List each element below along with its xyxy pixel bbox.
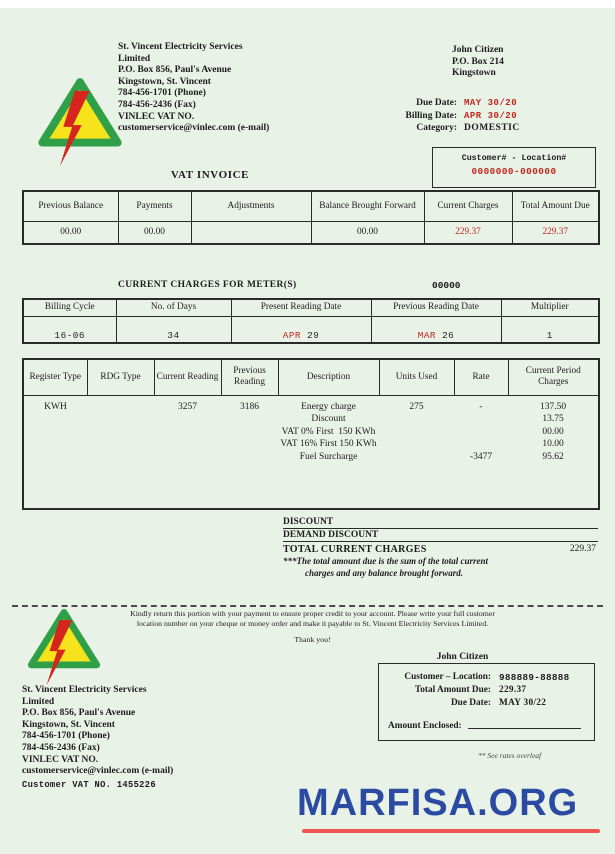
col-header-current-charges: Current Charges: [424, 191, 512, 221]
stub-total-due-row: [388, 684, 585, 697]
category-value: DOMESTIC: [464, 123, 520, 134]
amount-enclosed-row: [388, 721, 585, 731]
payee-name: John Citizen: [436, 652, 489, 662]
billing-cycle-value: 16-06: [23, 316, 116, 343]
current-reading-value: 3257: [154, 395, 221, 509]
company-address: [118, 42, 269, 135]
rate-cell: [454, 395, 508, 509]
due-date-label: Due Date:: [416, 98, 457, 108]
company-vat-no: VINLEC VAT NO.: [118, 111, 195, 122]
meter-section-title: CURRENT CHARGES FOR METER(S): [118, 280, 297, 290]
col-header-previous-reading: Previous Reading: [221, 359, 278, 395]
rate-line: [456, 414, 506, 427]
rate-line: -3477: [469, 451, 493, 462]
col-header-no-of-days: No. of Days: [116, 299, 231, 316]
company-line: P.O. Box 856, Paul's Avenue: [22, 708, 136, 719]
company-line: Kingstown, St. Vincent: [118, 76, 211, 87]
instruction-line: Kindly return this portion with your payment to ensure proper credit to your account. Please write your full customer: [130, 609, 495, 618]
recipient-line: Kingstown: [452, 68, 496, 79]
meter-reading-table: [22, 298, 600, 344]
stub-due-date-label: Due Date:: [450, 698, 491, 708]
company-phone: 784-456-1701 (Phone): [118, 88, 206, 99]
col-header-balance-brought-forward: Balance Brought Forward: [311, 191, 424, 221]
col-header-description: Description: [278, 359, 379, 395]
company-email: customerservice@vinlec.com (e-mail): [22, 766, 174, 777]
total-note-line1: ***The total amount due is the sum of the total current: [283, 556, 489, 566]
no-of-days-value: 34: [116, 316, 231, 343]
rate-line: -: [479, 401, 483, 412]
payments-value: 00.00: [118, 221, 191, 244]
current-charges-value: 229.37: [424, 221, 512, 244]
company-phone: 784-456-1701 (Phone): [22, 731, 110, 742]
rdg-type-value: [87, 395, 154, 509]
col-header-current-reading: Current Reading: [154, 359, 221, 395]
company-line: Limited: [22, 696, 55, 707]
previous-month: MAR: [417, 330, 436, 341]
company-line: Limited: [118, 53, 151, 64]
charge-line: 137.50: [539, 401, 567, 412]
vinlec-logo-icon: [36, 76, 124, 168]
billing-date-label: Billing Date:: [405, 110, 457, 121]
previous-reading-value: 3186: [221, 395, 278, 509]
charges-body-row: [23, 395, 599, 509]
due-date-row: [352, 97, 552, 110]
instruction-line: location number on your cheque or money order and make it payable to St. Vincent Electricity Services Limited.: [136, 619, 489, 629]
units-line: [381, 452, 452, 465]
customer-location-number: 0000000-000000: [471, 166, 557, 177]
col-header-rdg-type: RDG Type: [87, 359, 154, 395]
remittance-instructions: [85, 609, 540, 630]
company-fax: 784-456-2436 (Fax): [118, 99, 196, 110]
billing-meta: [352, 97, 552, 135]
col-header-register-type: Register Type: [23, 359, 87, 395]
previous-reading-date-value: [371, 316, 501, 343]
present-month: APR: [282, 330, 301, 341]
payment-stub-box: [378, 663, 595, 741]
col-header-present-reading-date: Present Reading Date: [231, 299, 371, 316]
units-used-cell: [379, 395, 454, 509]
description-cell: [278, 395, 379, 509]
description-line: VAT 16% First 150 KWh: [280, 439, 377, 450]
rate-line: [456, 427, 506, 440]
units-line: 275: [409, 401, 424, 412]
units-line: [381, 427, 452, 440]
recipient-name: John Citizen: [452, 45, 504, 55]
description-line: Fuel Surcharge: [299, 451, 358, 462]
charge-line: 10.00: [542, 439, 564, 450]
balance-brought-forward-value: 00.00: [311, 221, 424, 244]
col-header-current-period-charges: Current Period Charges: [508, 359, 599, 395]
col-header-billing-cycle: Billing Cycle: [23, 299, 116, 316]
invoice-title: VAT INVOICE: [170, 169, 250, 181]
rates-overleaf-note: ** See rates overleaf: [478, 751, 542, 760]
multiplier-value: 1: [501, 316, 599, 343]
stub-total-due-value: 229.37: [499, 685, 527, 695]
previous-day: 26: [442, 330, 455, 341]
company-line: St. Vincent Electricity Services: [22, 685, 147, 695]
thank-you-text: Thank you!: [294, 635, 331, 644]
stub-customer-location-value: 988889-88888: [499, 672, 570, 683]
company-line: St. Vincent Electricity Services: [118, 42, 243, 52]
charge-line: 95.62: [542, 451, 564, 462]
footer-company-address: [22, 685, 173, 790]
stub-total-due-label: Total Amount Due:: [414, 685, 491, 695]
description-line: Discount: [311, 414, 346, 425]
summary-value-row: [23, 221, 599, 244]
stub-due-date-row: [388, 697, 585, 710]
watermark-underline: [302, 829, 600, 833]
company-email: customerservice@vinlec.com (e-mail): [118, 123, 270, 134]
present-day: 29: [307, 330, 320, 341]
category-row: [352, 122, 552, 135]
rate-line: [456, 439, 506, 452]
col-header-payments: Payments: [118, 191, 191, 221]
billing-date-row: [352, 110, 552, 123]
billing-date-value: APR 30/20: [464, 110, 518, 121]
col-header-adjustments: Adjustments: [191, 191, 311, 221]
balance-summary-table: [22, 190, 600, 245]
col-header-total-amount-due: Total Amount Due: [512, 191, 599, 221]
description-line: Energy charge: [301, 401, 356, 412]
col-header-previous-balance: Previous Balance: [23, 191, 118, 221]
company-fax: 784-456-2436 (Fax): [22, 742, 100, 753]
company-vat-no: VINLEC VAT NO.: [22, 754, 99, 765]
recipient-address: [452, 45, 504, 80]
total-current-charges-row: [283, 544, 598, 555]
charge-line: 00.00: [542, 426, 564, 437]
discount-label: DISCOUNT: [283, 517, 598, 529]
summary-header-row: [23, 191, 599, 221]
previous-balance-value: 00.00: [23, 221, 118, 244]
stub-customer-location-label: Customer – Location:: [404, 672, 491, 682]
reading-value-row: [23, 316, 599, 343]
period-charges-cell: [508, 395, 599, 509]
meter-number: 00000: [432, 280, 461, 291]
current-charges-table: [22, 358, 600, 510]
customer-location-title: Customer# - Location#: [461, 154, 567, 163]
units-line: [381, 439, 452, 452]
description-line: VAT 0% First 150 KWh: [281, 426, 376, 437]
col-header-units-used: Units Used: [379, 359, 454, 395]
stub-due-date-value: MAY 30/22: [499, 698, 547, 708]
charges-header-row: [23, 359, 599, 395]
col-header-rate: Rate: [454, 359, 508, 395]
col-header-previous-reading-date: Previous Reading Date: [371, 299, 501, 316]
top-margin-strip: [0, 0, 615, 8]
amount-enclosed-field: [468, 721, 581, 729]
marfisa-watermark: MARFISA.ORG: [297, 782, 579, 824]
demand-discount-label: DEMAND DISCOUNT: [283, 530, 598, 542]
stub-customer-location-row: [388, 671, 585, 684]
total-current-charges-value: 229.37: [569, 544, 596, 554]
present-reading-date-value: [231, 316, 371, 343]
amount-enclosed-label: Amount Enclosed:: [388, 721, 462, 731]
category-label: Category:: [416, 123, 457, 134]
total-note-line2: charges and any balance brought forward.: [305, 568, 464, 578]
company-line: P.O. Box 856, Paul's Avenue: [118, 65, 232, 76]
totals-section: [283, 517, 598, 579]
total-amount-due-value: 229.37: [512, 221, 599, 244]
recipient-line: P.O. Box 214: [452, 56, 504, 67]
col-header-multiplier: Multiplier: [501, 299, 599, 316]
due-date-value: MAY 30/20: [464, 98, 518, 108]
total-current-charges-label: TOTAL CURRENT CHARGES: [283, 544, 427, 555]
customer-location-box: [432, 147, 596, 188]
register-type-value: KWH: [23, 395, 87, 509]
units-line: [381, 414, 452, 427]
reading-header-row: [23, 299, 599, 316]
charge-line: 13.75: [542, 414, 564, 425]
adjustments-value: [191, 221, 311, 244]
customer-vat-number: Customer VAT NO. 1455226: [22, 779, 156, 790]
company-line: Kingstown, St. Vincent: [22, 719, 115, 730]
